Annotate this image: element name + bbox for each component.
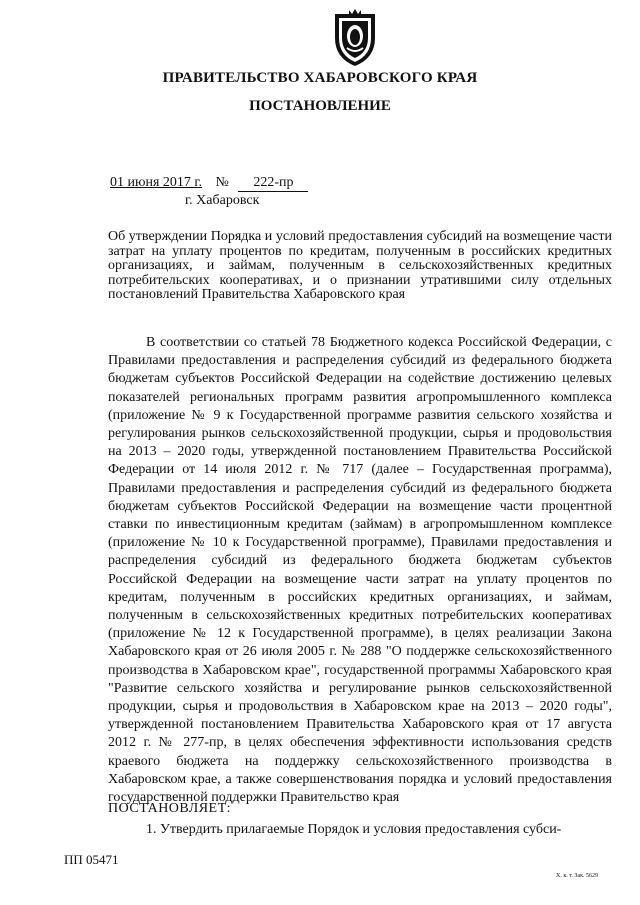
pp-code: ПП 05471 xyxy=(64,852,119,867)
decree-word: ПОСТАНОВЛЯЕТ: xyxy=(108,801,232,816)
item-1: 1. Утвердить прилагаемые Порядок и условия предоставления субси- xyxy=(146,822,562,837)
number-sign: № xyxy=(215,175,229,190)
document-date: 01 июня 2017 г. xyxy=(110,175,203,190)
city: г. Хабаровск xyxy=(185,193,260,208)
date-number-line xyxy=(110,175,308,192)
government-title: ПРАВИТЕЛЬСТВО ХАБАРОВСКОГО КРАЯ xyxy=(162,70,478,86)
print-code: Х. к. т. Зак. 5629 xyxy=(556,873,599,879)
preamble-paragraph: В соответствии со статьей 78 Бюджетного кодекса Российской Федерации, с Правилами предоставления и распределения субсидий из федерального бюджета бюджетам субъектов Российской Федерации на содействие достижению целевых показателей региональных программ развития агропромышленного комплекса (приложение № 9 к Государственной программе развития сельского хозяйства и регулирования рынков сельскохозяйственной продукции, сырья и продовольствия на 2013 – 2020 годы, утвержденной постановлением Правительства Российской Федерации от 14 июля 2012 г. № 717 (далее – Государственная программа), Правилами предоставления и распределения субсидий из федерального бюджета бюджетам субъектов Российской Федерации на возмещение части процентной ставки по инвестиционным кредитам (займам) в агропромышленном комплексе (приложение № 10 к Государственной программе), Правилами предоставления и распределения субсидий из федерального бюджета бюджетам субъектов Российской Федерации на возмещение части затрат на уплату процентов по кредитам, полученным в российских кредитных организациях, и займам, полученным в сельскохозяйственных кредитных потребительских кооперативах (приложение № 12 к Государственной программе), в целях реализации Закона Хабаровского края от 26 июля 2005 г. № 288 "О поддержке сельскохозяйственного производства в Хабаровском крае", государственной программы Хабаровского края "Развитие сельского хозяйства и регулирование рынков сельскохозяйственной продукции, сырья и продовольствия в Хабаровском крае на 2013 – 2020 годы", утвержденной постановлением Правительства Хабаровского края от 17 августа 2012 г. № 277-пр, в целях обеспечения эффективности использования средств краевого бюджета на поддержку сельскохозяйственного производства в Хабаровском крае, а также совершенствования порядка и условий предоставления государственной поддержки Правительство края xyxy=(108,335,612,806)
document-type: ПОСТАНОВЛЕНИЕ xyxy=(249,98,391,114)
document-number: 222-пр xyxy=(238,175,308,192)
coat-of-arms-icon xyxy=(327,8,383,68)
document-subject: Об утверждении Порядка и условий предоставления субсидий на возмещение части затрат на уплату процентов по кредитам, полученным в российских кредитных организациях, и займам, полученным в сельскохозяйственных кредитных потребительских кооперативах, и о признании утратившими силу отдельных постановлений Правительства Хабаровского края xyxy=(108,229,612,302)
